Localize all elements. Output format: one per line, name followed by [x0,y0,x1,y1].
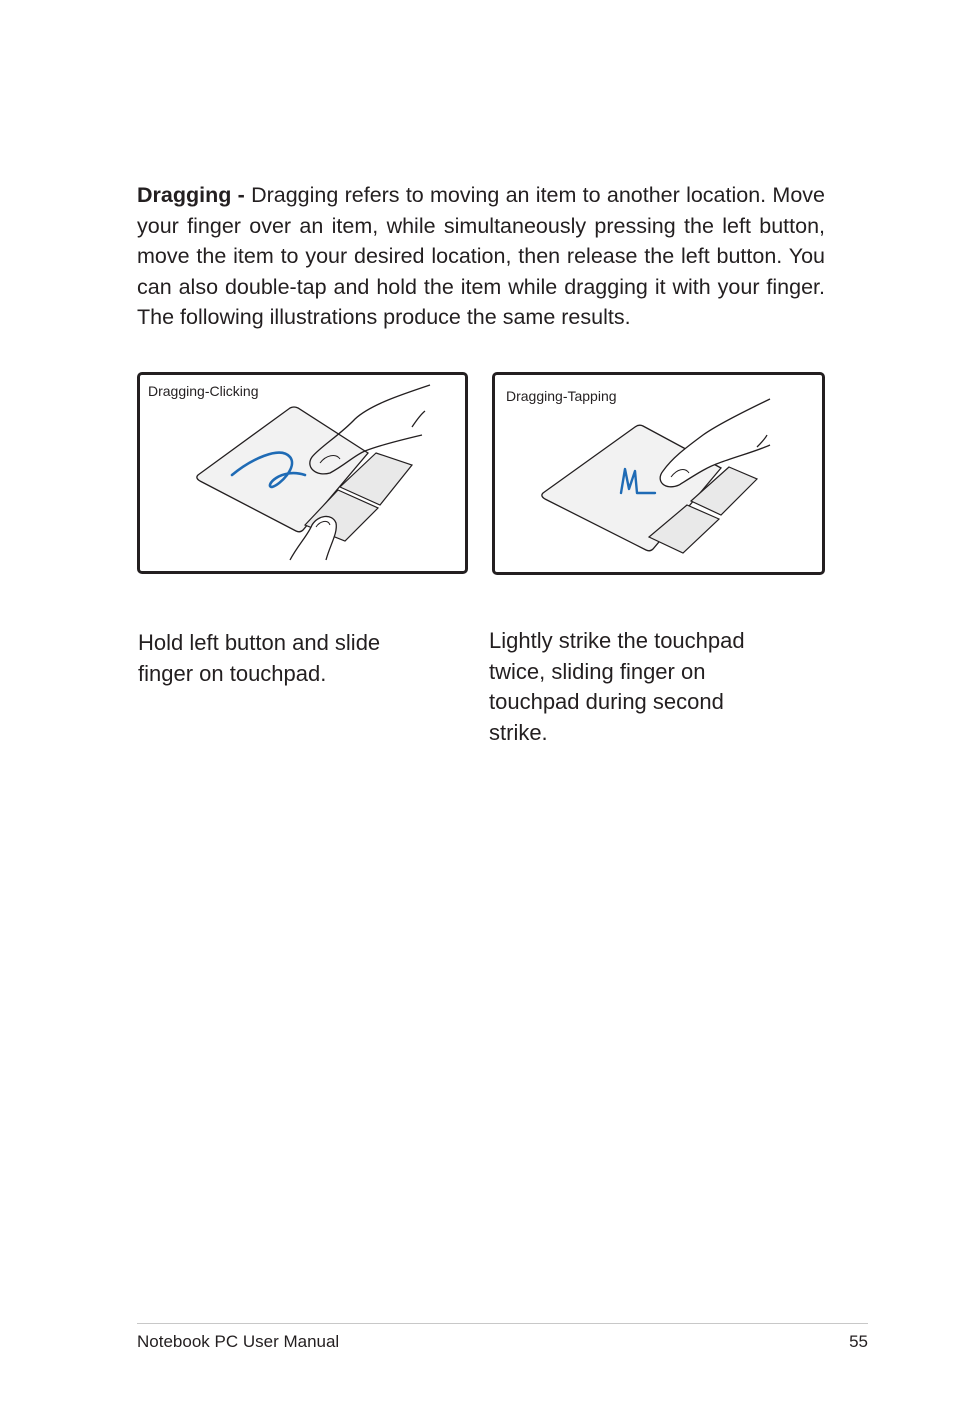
intro-text: Dragging refers to moving an item to another location. Move your finger over an item, while simultaneously pressing the left button, move the item to your desired location, then release the left button. You can also double-tap and hold the item while dragging it with your finger. The following illustrations produce the same results. [137,183,825,330]
touchpad-tapping-illustration [495,375,822,572]
touchpad-clicking-illustration [140,375,465,571]
page-number: 55 [849,1332,868,1351]
figure-label: Dragging-Clicking [148,383,259,399]
figure-dragging-tapping [492,372,825,575]
caption-dragging-tapping: Lightly strike the touchpad twice, sliding finger on touchpad during second strike. [489,628,745,745]
footer-title: Notebook PC User Manual [137,1332,340,1351]
caption-dragging-clicking: Hold left button and slide finger on touchpad. [138,630,381,686]
intro-paragraph [137,180,825,333]
term-dragging: Dragging - [137,183,245,207]
footer-divider [137,1323,868,1324]
figure-dragging-clicking [137,372,468,574]
figure-label: Dragging-Tapping [506,388,617,404]
